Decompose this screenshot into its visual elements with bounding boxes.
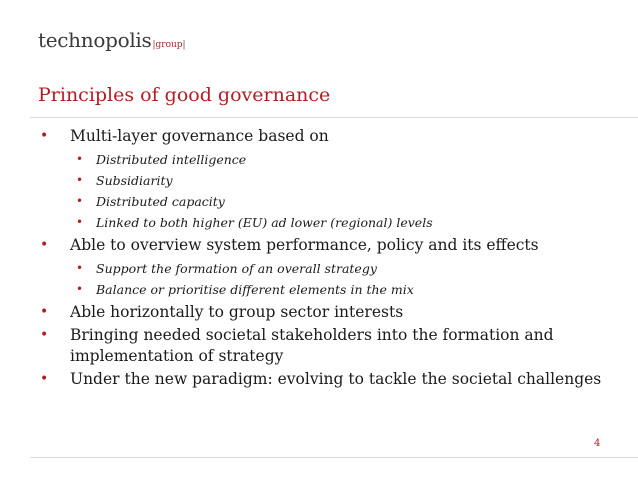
sub-bullet-icon: • [76, 194, 84, 208]
sub-bullet-text: Distributed intelligence [96, 152, 247, 167]
sub-bullet-icon: • [76, 282, 84, 296]
sub-bullet-text: Distributed capacity [96, 194, 225, 209]
sub-bullet-icon: • [76, 173, 84, 187]
bullet-item [38, 369, 608, 390]
footer-divider [30, 457, 638, 458]
bullet-text: Able to overview system performance, policy and its effects [70, 236, 539, 254]
sub-bullet-item [38, 214, 608, 231]
sub-bullet-icon: • [76, 215, 84, 229]
sub-bullet-text: Balance or prioritise different elements in the mix [96, 282, 414, 297]
sub-bullet-item [38, 193, 608, 210]
bullet-text: Bringing needed societal stakeholders into the formation and implementation of strategy [70, 326, 554, 365]
sub-bullet-item [38, 151, 608, 168]
bullet-list [38, 126, 608, 392]
bullet-text: Able horizontally to group sector interests [70, 303, 404, 321]
sub-bullet-item [38, 281, 608, 298]
bullet-item [38, 235, 608, 256]
bullet-item [38, 302, 608, 323]
slide-title: Principles of good governance [38, 84, 331, 106]
page-number: 4 [594, 438, 601, 449]
sub-bullet-text: Subsidiarity [96, 173, 173, 188]
bullet-icon: • [40, 128, 49, 144]
sub-bullet-item [38, 260, 608, 277]
bullet-icon: • [40, 304, 49, 320]
sub-bullet-icon: • [76, 152, 84, 166]
bullet-icon: • [40, 371, 49, 387]
logo-group-suffix: |group| [152, 40, 186, 50]
title-divider [30, 117, 638, 118]
sub-bullet-text: Linked to both higher (EU) ad lower (regional) levels [96, 215, 433, 230]
logo-name: technopolis [38, 28, 152, 52]
technopolis-logo [38, 28, 186, 52]
bullet-icon: • [40, 237, 49, 253]
sub-bullet-text: Support the formation of an overall strategy [96, 261, 377, 276]
bullet-text: Under the new paradigm: evolving to tackle the societal challenges [70, 370, 602, 388]
bullet-icon: • [40, 327, 49, 343]
bullet-item [38, 325, 608, 367]
sub-bullet-icon: • [76, 261, 84, 275]
bullet-text: Multi-layer governance based on [70, 127, 329, 145]
sub-bullet-item [38, 172, 608, 189]
bullet-item [38, 126, 608, 147]
